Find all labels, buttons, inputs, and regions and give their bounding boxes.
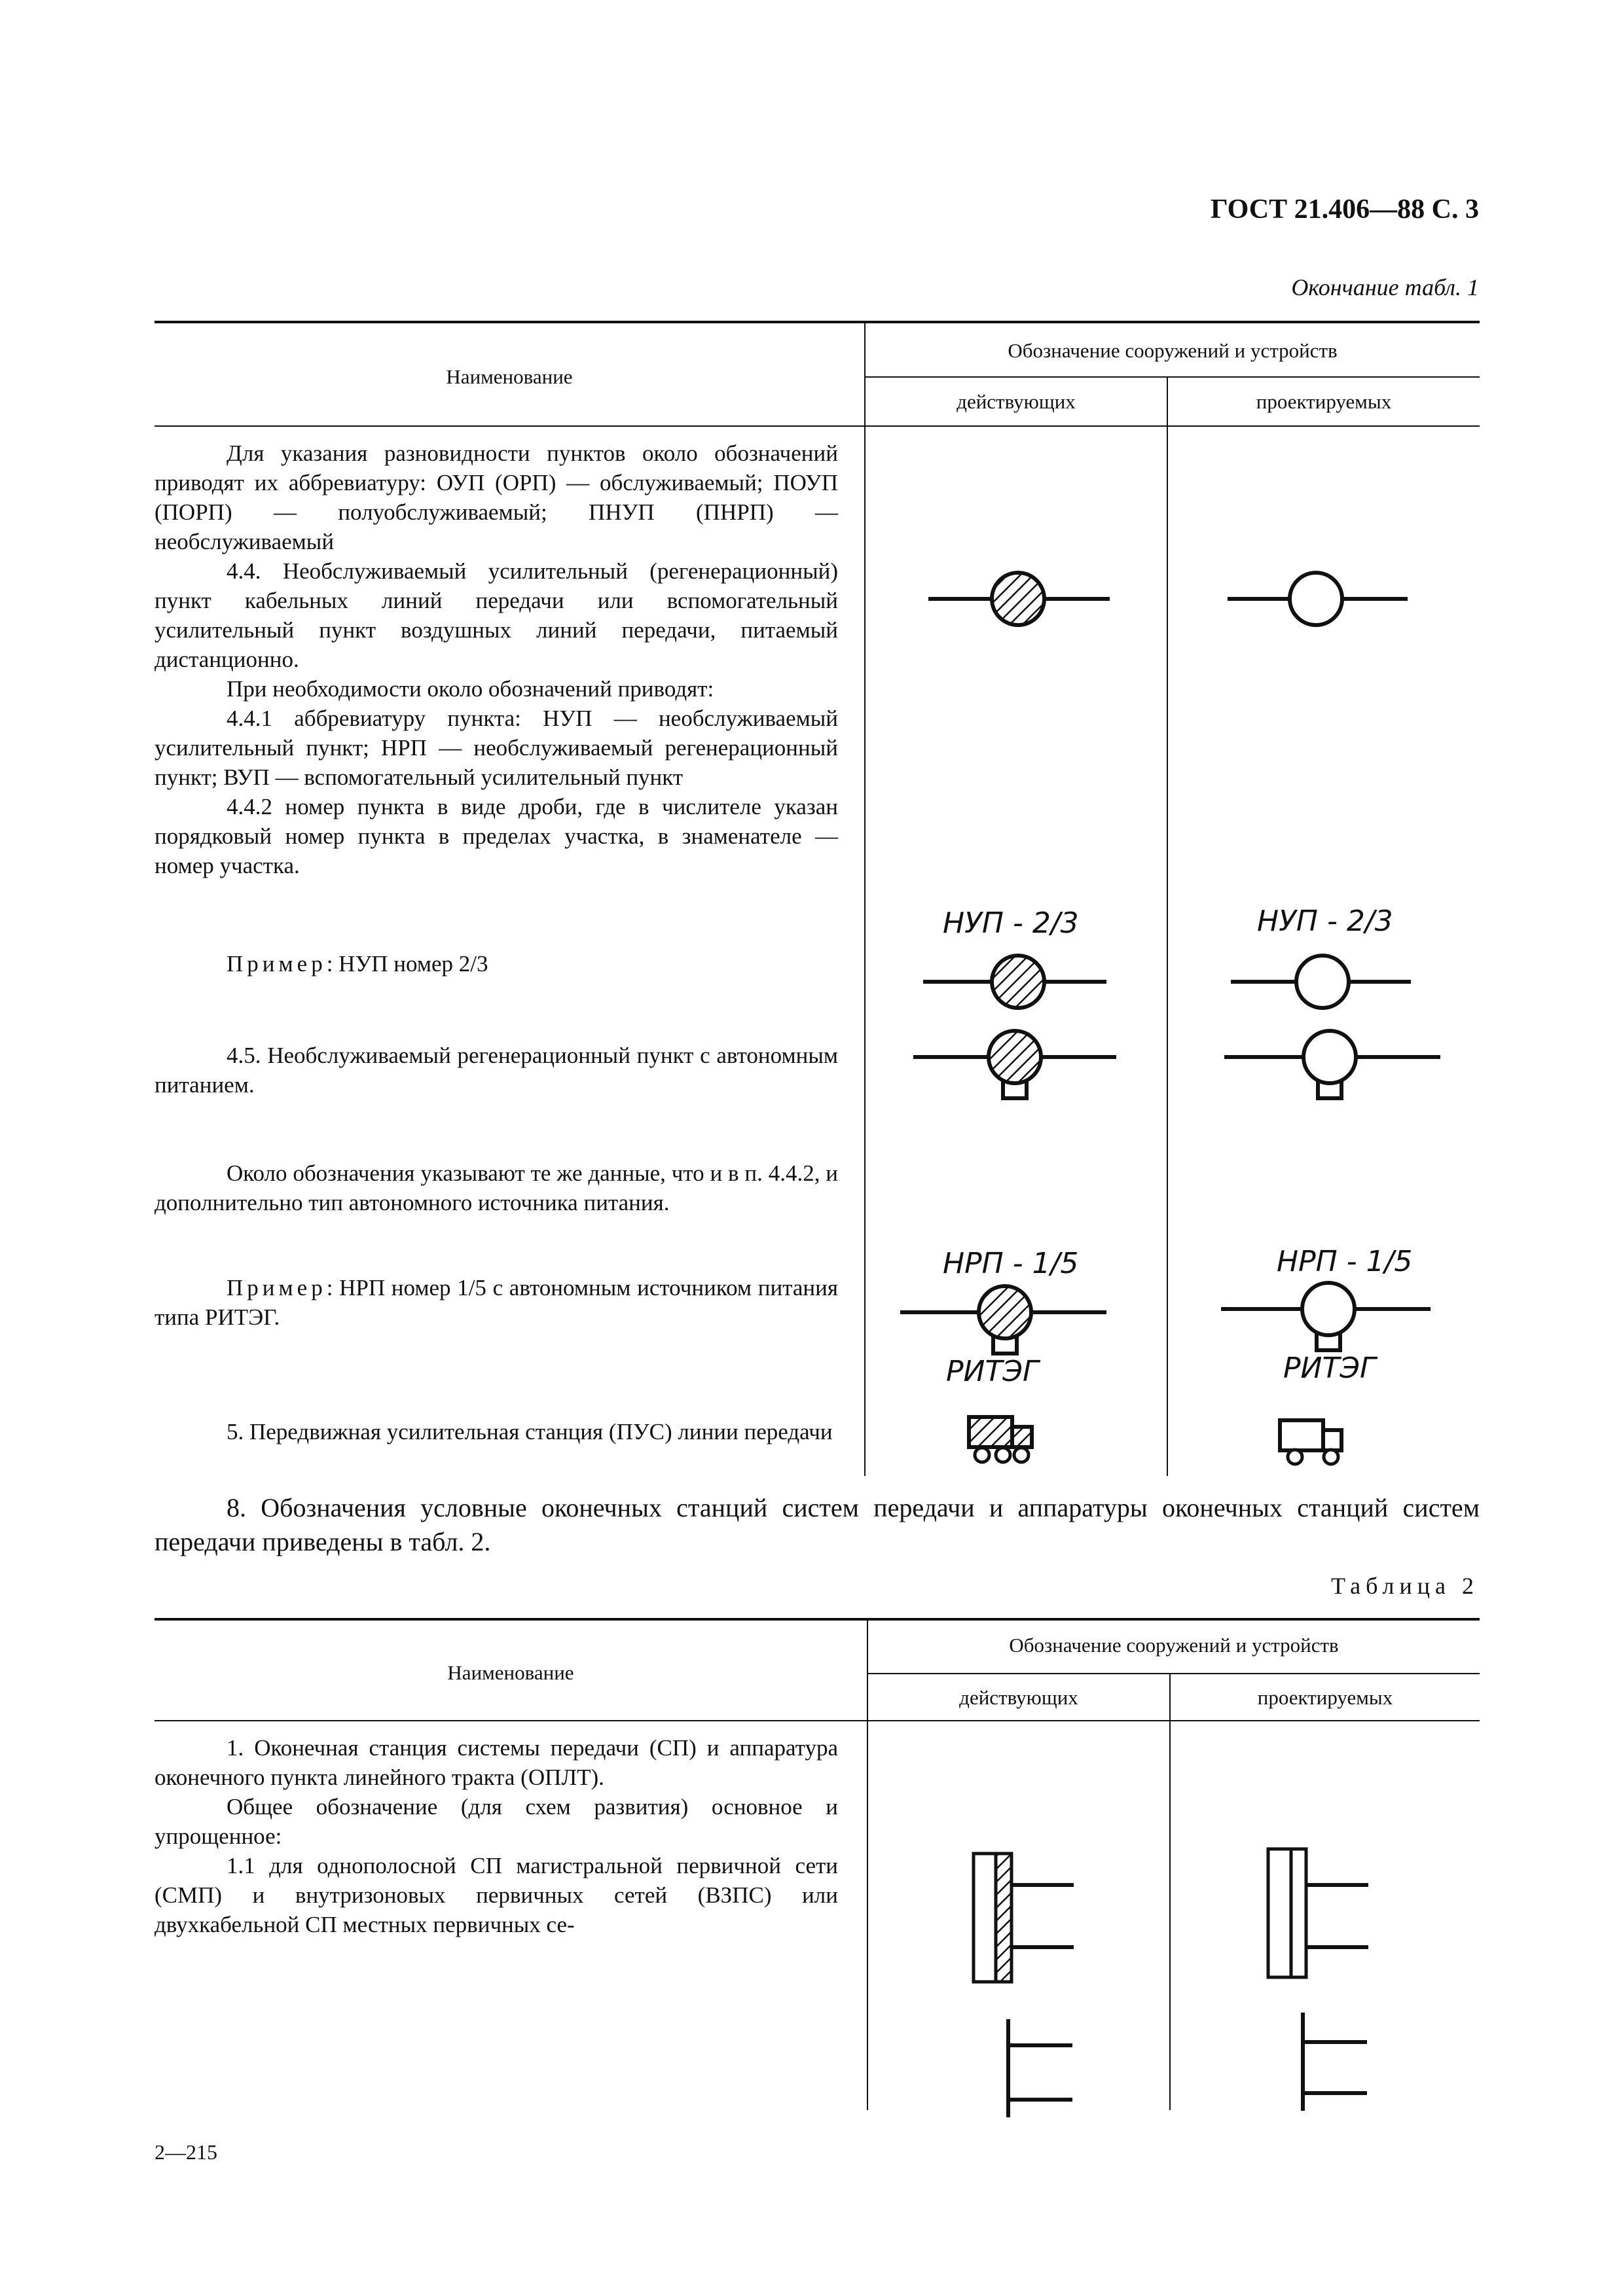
- text-t2-item-1-1: 1.1 для однополосной СП магистральной первичной сети (СМП) и внутризоновых первичных сетей (ВЗПС) или двухкабельной СП местных первичных се-: [155, 1853, 838, 1937]
- text-item-4-5: 4.5. Необслуживаемый регенерационный пункт с автономным питанием.: [155, 1043, 838, 1098]
- paragraph-8: 8. Обозначения условные оконечных станций систем передачи и аппаратуры оконечных станций систем передачи приведены в табл. 2.: [155, 1493, 1480, 1556]
- label-nup-planned: НУП - 2/3: [1257, 905, 1393, 938]
- table2-col-existing: действующих: [959, 1686, 1078, 1709]
- table1-caption: Окончание табл. 1: [1291, 274, 1479, 300]
- text-item-5: 5. Передвижная усилительная станция (ПУС) линии передачи: [227, 1419, 833, 1444]
- terminal-planned-symbol: [1268, 1849, 1368, 1977]
- text-item-4-4-2: 4.4.2 номер пункта в виде дроби, где в числителе указан порядковый номер пункта в пределах участка, в знаменателе — номер участка.: [155, 794, 838, 878]
- text-item-4-4-1: 4.4.1 аббревиатуру пункта: НУП — необслуживаемый усилительный пункт; НРП — необслуживаемый регенерационный пункт; ВУП — вспомогательный усилительный пункт: [155, 706, 838, 790]
- text-item-4-4: 4.4. Необслуживаемый усилительный (регенерационный) пункт кабельных линий передачи или вспомогательный усилительный пункт воздушных линий передачи, питаемый дистанционно.: [155, 558, 838, 672]
- text-if-needed: При необходимости около обозначений приводят:: [227, 676, 714, 702]
- text-t2-item-1: 1. Оконечная станция системы передачи (СП) и аппаратура оконечного пункта линейного тракта (ОПЛТ).: [155, 1735, 838, 1790]
- table2-caption: Таблица 2: [1331, 1573, 1479, 1599]
- table2-col-group: Обозначение сооружений и устройств: [1009, 1634, 1339, 1657]
- terminal-existing-symbol: [974, 1854, 1074, 1982]
- text-t2-general: Общее обозначение (для схем развития) основное и упрощенное:: [155, 1794, 838, 1849]
- example-text-2: : НРП номер 1/5 с автономным источником питания типа РИТЭГ.: [155, 1275, 838, 1330]
- label-riteg-planned: РИТЭГ: [1283, 1352, 1376, 1385]
- table1-col-planned: проектируемых: [1256, 390, 1392, 413]
- label-nrp-planned: НРП - 1/5: [1277, 1245, 1413, 1278]
- label-nup-existing: НУП - 2/3: [943, 906, 1079, 940]
- table2-col-name: Наименование: [447, 1661, 574, 1684]
- text-abbrev-note: Для указания разновидности пунктов около обозначений приводят их аббревиатуру: ОУП (ОРП) — обслуживаемый; ПОУП (ПОРП) — полуобслуживаемый; ПНУП (ПНРП) — необслуживаемый: [155, 440, 838, 554]
- label-nrp-existing: НРП - 1/5: [943, 1247, 1079, 1280]
- example-label-2: Пример: [227, 1275, 327, 1300]
- text-near-symbol: Около обозначения указывают те же данные, что и в п. 4.4.2, и дополнительно тип автономного источника питания.: [155, 1160, 838, 1215]
- terminal-simplified-planned-symbol: [1303, 2013, 1367, 2111]
- page-number: 2—215: [155, 2140, 217, 2164]
- example-text: : НУП номер 2/3: [326, 951, 488, 977]
- table2-col-planned: проектируемых: [1257, 1686, 1393, 1709]
- table1-col-group: Обозначение сооружений и устройств: [1008, 339, 1338, 362]
- label-riteg-existing: РИТЭГ: [946, 1355, 1039, 1388]
- terminal-simplified-existing-symbol: [1008, 2019, 1072, 2117]
- table1-col-existing: действующих: [957, 390, 1076, 413]
- table1-col-name: Наименование: [446, 365, 573, 388]
- document-code: ГОСТ 21.406—88 С. 3: [1210, 194, 1479, 224]
- example-label: Пример: [227, 951, 327, 977]
